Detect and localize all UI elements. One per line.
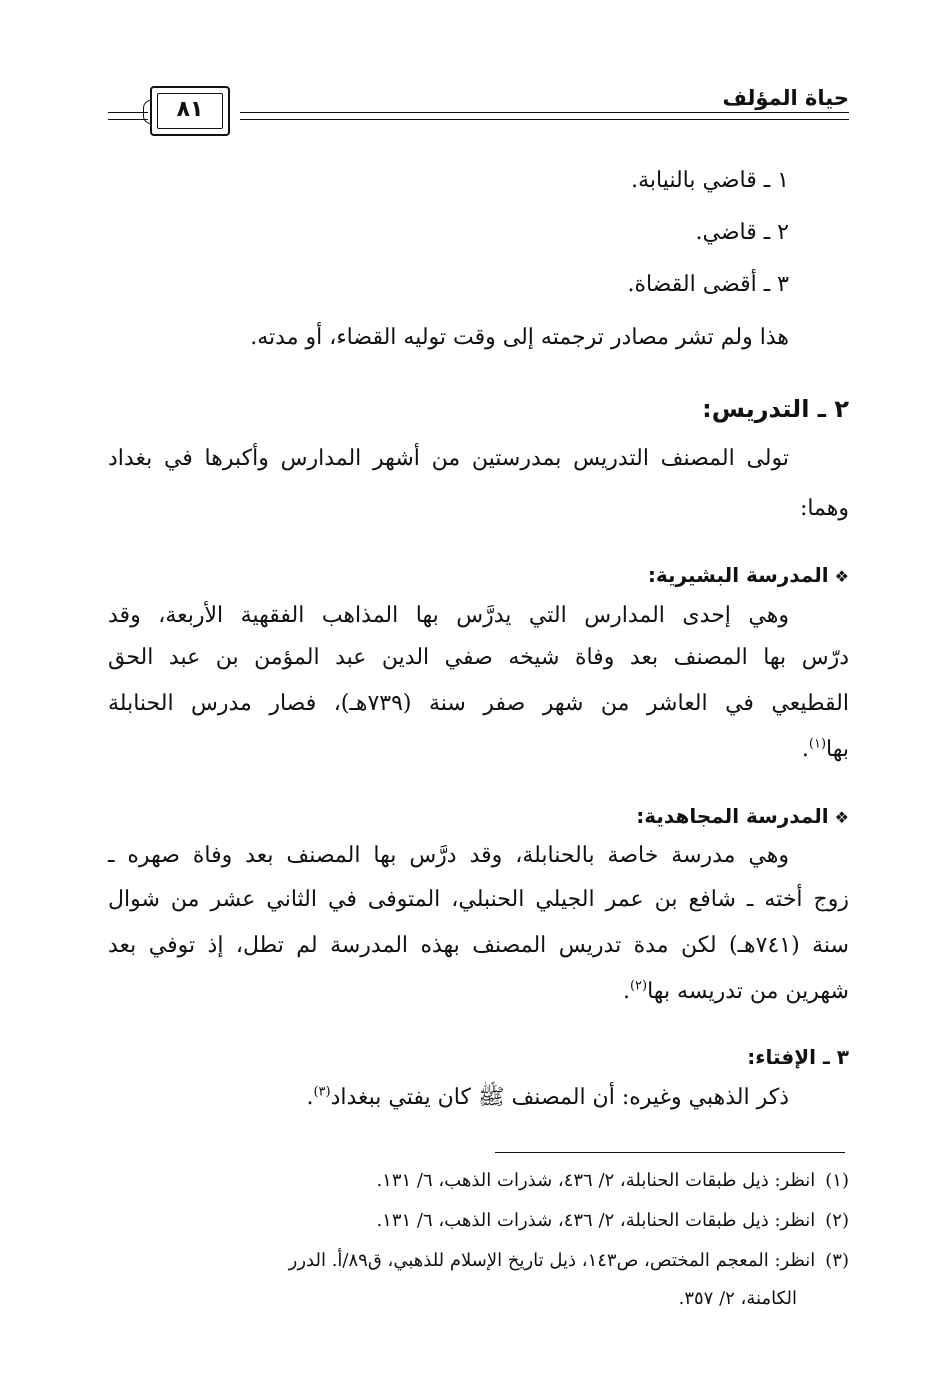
footnote bbox=[376, 1210, 849, 1232]
footnote-number: (٣) bbox=[825, 1250, 849, 1271]
footnote-text: انظر: ذيل طبقات الحنابلة، ٢/ ٤٣٦، شذرات الذهب، ٦/ ١٣١. bbox=[376, 1210, 816, 1231]
footnote bbox=[289, 1250, 849, 1272]
paragraph-line: درّس بها المصنف بعد وفاة شيخه صفي الدين عبد المؤمن بن عبد الحق bbox=[108, 645, 849, 670]
footnote-text: انظر: ذيل طبقات الحنابلة، ٢/ ٤٣٦، شذرات الذهب، ٦/ ١٣١. bbox=[376, 1170, 816, 1191]
paragraph-line: وهي إحدى المدارس التي يدرَّس بها المذاهب الفقهية الأربعة، وقد bbox=[108, 603, 789, 628]
paragraph-text: شهرين من تدريسه بها bbox=[647, 979, 849, 1004]
footnote-ref: (٢) bbox=[629, 978, 648, 994]
bullet-icon: ❖ bbox=[834, 567, 849, 586]
list-item: ٢ ـ قاضي. bbox=[695, 220, 789, 245]
subsection-title: المدرسة البشيرية: bbox=[647, 563, 829, 587]
paragraph-line bbox=[802, 737, 849, 763]
list-item: ٣ ـ أقضى القضاة. bbox=[627, 272, 789, 297]
footnote-continuation: الكامنة، ٢/ ٣٥٧. bbox=[678, 1288, 797, 1309]
paragraph-end: . bbox=[306, 1085, 314, 1110]
footnote bbox=[376, 1170, 849, 1192]
paragraph-line: القطيعي في العاشر من شهر صفر سنة (٧٣٩هـ)، فصار مدرس الحنابلة bbox=[108, 691, 849, 716]
footnote-separator bbox=[495, 1152, 845, 1153]
footnote-ref: (٣) bbox=[313, 1084, 331, 1100]
header-rule bbox=[240, 112, 849, 120]
paragraph-text: بها bbox=[826, 737, 849, 762]
paragraph-line: سنة (٧٤١هـ) لكن مدة تدريس المصنف بهذه المدرسة لم تطل، إذ توفي بعد bbox=[108, 933, 849, 958]
paragraph-line: زوج أخته ـ شافع بن عمر الجيلي الحنبلي، المتوفى في الثاني عشر من شوال bbox=[108, 887, 849, 912]
header-rule-left bbox=[108, 112, 148, 120]
paragraph-line: وهي مدرسة خاصة بالحنابلة، وقد درَّس بها المصنف بعد وفاة صهره ـ bbox=[108, 843, 789, 868]
bullet-icon: ❖ bbox=[834, 808, 849, 827]
paragraph-end: . bbox=[622, 979, 630, 1004]
subsection-heading bbox=[636, 804, 849, 828]
running-title: حياة المؤلف bbox=[722, 86, 849, 110]
section-heading: ٢ ـ التدريس: bbox=[702, 395, 849, 423]
paragraph-text: ذكر الذهبي وغيره: أن المصنف ﷺ كان يفتي ببغداد bbox=[330, 1085, 789, 1110]
footnote-number: (١) bbox=[825, 1170, 849, 1191]
footnote-ref: (١) bbox=[808, 736, 827, 752]
paragraph-end: . bbox=[801, 737, 809, 762]
paragraph-line: تولى المصنف التدريس بمدرستين من أشهر المدارس وأكبرها في بغداد bbox=[108, 446, 789, 471]
footnote-text: انظر: المعجم المختص، ص١٤٣، ذيل تاريخ الإسلام للذهبي، ق٨٩/أ. الدرر bbox=[288, 1250, 816, 1271]
page-number: ٨١ bbox=[176, 97, 204, 122]
subsection-title: المدرسة المجاهدية: bbox=[636, 804, 829, 828]
paragraph-line bbox=[306, 1085, 789, 1111]
footnote-number: (٢) bbox=[825, 1210, 849, 1231]
paragraph-line bbox=[623, 979, 849, 1005]
subsection-heading bbox=[648, 563, 849, 587]
list-item: ١ ـ قاضي بالنيابة. bbox=[631, 168, 789, 193]
section-heading: ٣ ـ الإفتاء: bbox=[747, 1045, 849, 1069]
paragraph: هذا ولم تشر مصادر ترجمته إلى وقت توليه القضاء، أو مدته. bbox=[250, 325, 789, 350]
paragraph-line: وهما: bbox=[799, 496, 849, 521]
